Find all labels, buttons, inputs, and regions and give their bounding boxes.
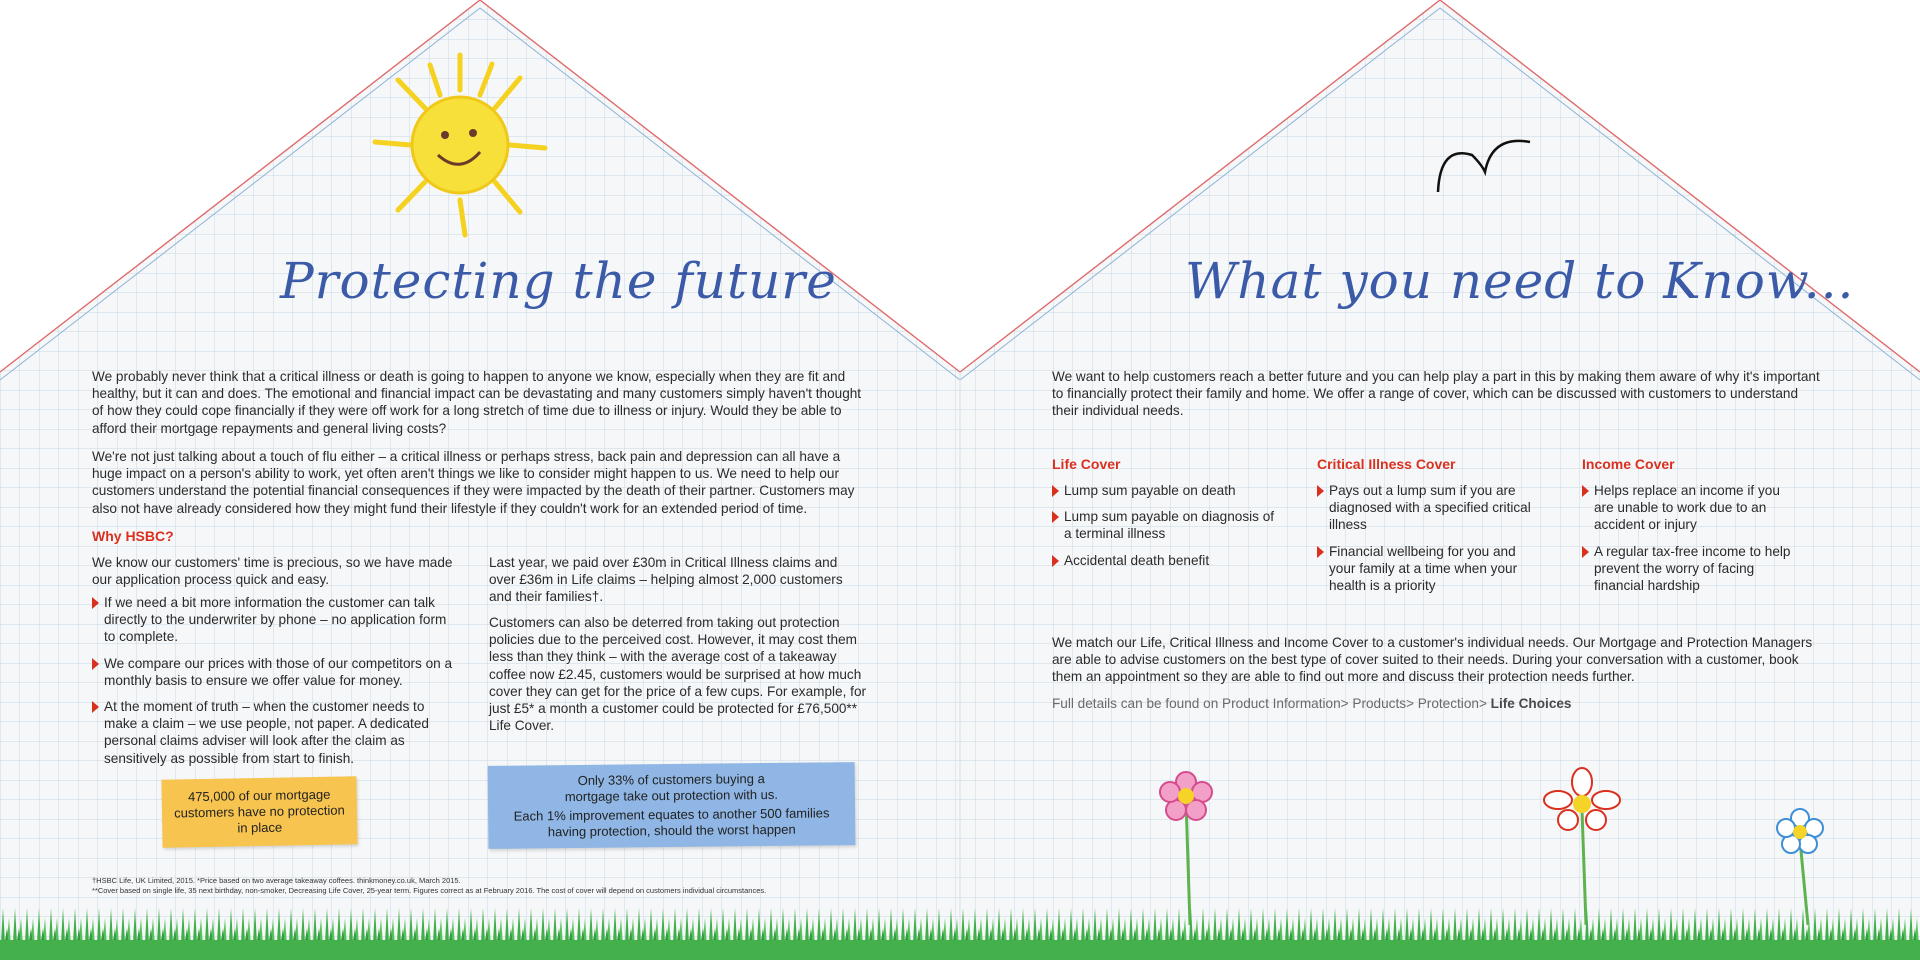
match-paragraph: We match our Life, Critical Illness and Income Cover to a customer's individual needs. Our Mortgage and Protection Managers are able to advise customers on the best type of cover suited to their needs. During your conversation with a customer, book them an appointment so they are able to find out more and discuss their protection needs further. bbox=[1052, 635, 1813, 685]
claims-paragraph: Last year, we paid over £30m in Critical Illness claims and over £36m in Life claims – helping almost 2,000 customers and their families†. bbox=[489, 555, 843, 605]
red-arrow-icon bbox=[1317, 546, 1324, 558]
cover-column-life bbox=[1052, 456, 1277, 578]
footnotes: †HSBC Life, UK Limited, 2015. *Price based on two average takeaway coffees. thinkmoney.co.uk, March 2015. **Cover based on single life, 35 next birthday, non-smoker, Decreasing Life Cover, 25-year term. Figures correct as at February 2016. The cost of cover will depend on customers individual circumstances. bbox=[92, 876, 767, 895]
list-item: We compare our prices with those of our competitors on a monthly basis to ensure we offer value for money. bbox=[92, 655, 457, 689]
critical-illness-cover-heading: Critical Illness Cover bbox=[1317, 456, 1456, 472]
list-item: A regular tax-free income to help prevent the worry of facing financial hardship bbox=[1582, 543, 1802, 595]
cover-column-critical-illness bbox=[1317, 456, 1542, 603]
why-hsbc-heading: Why HSBC? bbox=[92, 528, 174, 544]
life-cover-heading: Life Cover bbox=[1052, 456, 1121, 472]
left-page-title: Protecting the future bbox=[280, 252, 837, 310]
right-intro-paragraph: We want to help customers reach a better future and you can help play a part in this by making them aware of why it's important to financially protect their family and home. We offer a range of cover, which can be discussed with customers to understand their individual needs. bbox=[1052, 369, 1820, 419]
right-page-title: What you need to Know... bbox=[1185, 252, 1855, 310]
red-arrow-icon bbox=[92, 597, 99, 609]
left-intro-paragraph-2: We're not just talking about a touch of flu either – a critical illness or perhaps stress, back pain and depression can all have a huge impact on a person's ability to work, yet often aren't things we like to consider might happen to us. We need to help our customers understand the potential financial consequences if they were impacted by the death of their partner. Customers may also not have already considered how they might fund their lifestyle if they couldn't work for an extended period of time. bbox=[92, 449, 855, 516]
list-item: At the moment of truth – when the customer needs to make a claim – we use people, not paper. A dedicated personal claims adviser will look after the claim as sensitively as possible from start to finish. bbox=[92, 698, 457, 767]
list-item: If we need a bit more information the customer can talk directly to the underwriter by phone – no application form to complete. bbox=[92, 594, 457, 646]
list-item: Financial wellbeing for you and your family at a time when your health is a priority bbox=[1317, 543, 1542, 595]
red-arrow-icon bbox=[1582, 546, 1589, 558]
sun-drawing bbox=[370, 50, 550, 240]
list-item: Helps replace an income if you are unable to work due to an accident or injury bbox=[1582, 482, 1802, 534]
cost-paragraph: Customers can also be deterred from taking out protection policies due to the perceived cost. However, it may cost them less than they think – with the average cost of a takeaway coffee now £2.45, customers would be surprised at how much cover they can get for the price of a few cups. For example, for just £5* a month a customer could be protected for £76,500** Life Cover. bbox=[489, 615, 867, 734]
red-arrow-icon bbox=[1052, 511, 1059, 523]
list-item: Lump sum payable on death bbox=[1052, 482, 1277, 499]
life-choices-link-text: Life Choices bbox=[1490, 696, 1572, 711]
grass-drawing bbox=[0, 900, 1920, 960]
sticky-note-blue: Only 33% of customers buying a mortgage take out protection with us. Each 1% improvement equates to another 500 families having protection, should the worst happen bbox=[488, 762, 856, 849]
red-arrow-icon bbox=[1582, 485, 1589, 497]
bird-drawing bbox=[1430, 130, 1540, 200]
red-arrow-icon bbox=[1317, 485, 1324, 497]
red-arrow-icon bbox=[1052, 555, 1059, 567]
details-line: Full details can be found on Product Information> Products> Protection> Life Choices bbox=[1052, 696, 1572, 711]
why-hsbc-intro: We know our customers' time is precious, so we have made our application process quick and easy. bbox=[92, 555, 453, 588]
list-item: Pays out a lump sum if you are diagnosed with a specified critical illness bbox=[1317, 482, 1542, 534]
red-arrow-icon bbox=[1052, 485, 1059, 497]
list-item: Accidental death benefit bbox=[1052, 552, 1277, 569]
list-item: Lump sum payable on diagnosis of a terminal illness bbox=[1052, 508, 1277, 542]
red-arrow-icon bbox=[92, 658, 99, 670]
cover-column-income bbox=[1582, 456, 1802, 603]
red-arrow-icon bbox=[92, 701, 99, 713]
income-cover-heading: Income Cover bbox=[1582, 456, 1675, 472]
why-hsbc-bullets bbox=[92, 594, 457, 776]
sticky-note-yellow: 475,000 of our mortgage customers have no protection in place bbox=[161, 776, 357, 847]
left-intro-paragraph-1: We probably never think that a critical illness or death is going to happen to anyone we know, especially when they are fit and healthy, but it can and does. The emotional and financial impact can be devastating and many customers simply haven't thought of how they could cope financially if they were off work for a long stretch of time due to illness or injury. Would they be able to afford their mortgage repayments and general living costs? bbox=[92, 369, 862, 436]
